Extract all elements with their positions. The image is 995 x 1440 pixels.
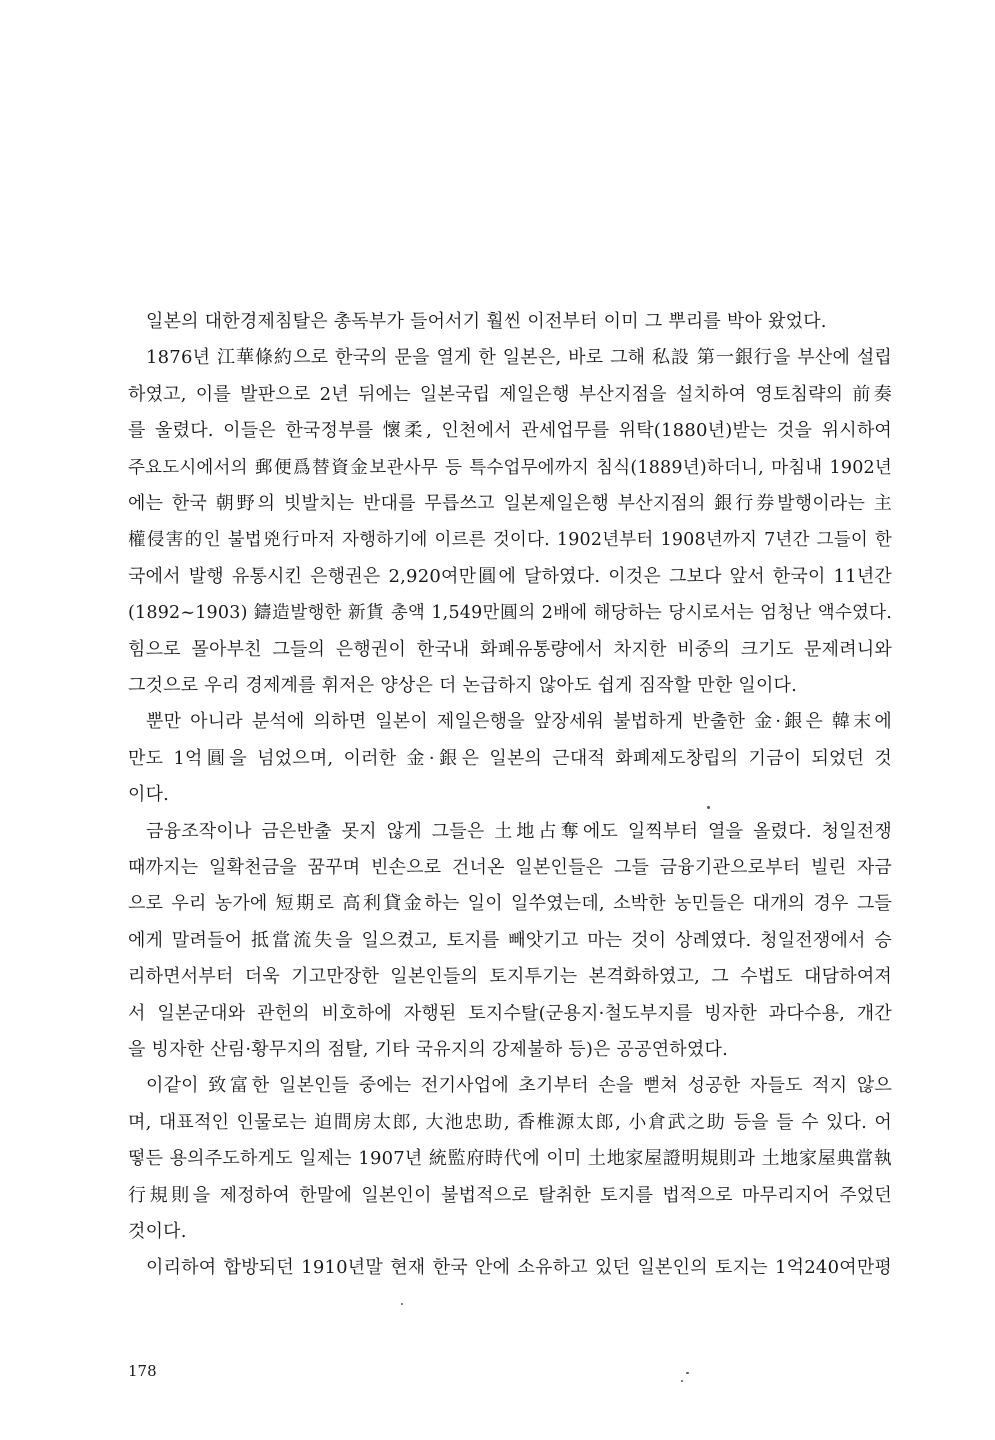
text-line: 것이다. [128, 1221, 187, 1242]
text-line: 힘으로 몰아부친 그들의 은행권이 한국내 화폐유통량에서 차지한 비중의 크기도 문제려니와 [128, 639, 892, 660]
text-line: 금융조작이나 금은반출 못지 않게 그들은 土地占奪에도 일찍부터 열을 올렸다. 청일전쟁 [146, 821, 892, 842]
text-line: 떻든 용의주도하게도 일제는 1907년 統監府時代에 이미 土地家屋證明規則과 土地家屋典當執 [128, 1148, 892, 1169]
text-line: 이같이 致富한 일본인들 중에는 전기사업에 초기부터 손을 뻗쳐 성공한 자들도 적지 않으 [146, 1075, 892, 1096]
text-line: 때까지는 일확천금을 꿈꾸며 빈손으로 건너온 일본인들은 그들 금융기관으로부터 빌린 자금 [128, 857, 892, 878]
text-line: 에게 말려들어 抵當流失을 일으켰고, 토지를 빼앗기고 마는 것이 상례였다. 청일전쟁에서 승 [128, 930, 892, 951]
text-line: 으로 우리 농가에 短期로 高利貸金하는 일이 일쑤였는데, 소박한 농민들은 대개의 경우 그들 [128, 893, 892, 914]
text-line: (1892~1903) 鑄造발행한 新貨 총액 1,549만圓의 2배에 해당하는 당시로서는 엄청난 액수였다. [128, 603, 892, 623]
text-line: 行規則을 제정하여 한말에 일본인이 불법적으로 탈취한 토지를 법적으로 마무리지어 주었던 [128, 1185, 892, 1206]
scan-speck [681, 1380, 683, 1382]
text-line: 일본의 대한경제침탈은 총독부가 들어서기 훨씬 이전부터 이미 그 뿌리를 박아 왔었다. [146, 311, 827, 332]
text-line: 하였고, 이를 발판으로 2년 뒤에는 일본국립 제일은행 부산지점을 설치하여 영토침략의 前奏 [128, 384, 892, 405]
scan-speck [401, 1303, 403, 1305]
text-line: 서 일본군대와 관헌의 비호하에 자행된 토지수탈(군용지·철도부지를 빙자한 과다수용, 개간 [128, 1003, 892, 1024]
text-line: 1876년 江華條約으로 한국의 문을 열게 한 일본은, 바로 그해 私設 第一銀行을 부산에 설립 [146, 347, 892, 368]
text-line: 뿐만 아니라 분석에 의하면 일본이 제일은행을 앞장세워 불법하게 반출한 金·銀은 韓末에 [146, 711, 892, 732]
text-line: 며, 대표적인 인물로는 迫間房太郎, 大池忠助, 香椎源太郎, 小倉武之助 등을 들 수 있다. 어 [128, 1112, 892, 1133]
text-line: 주요도시에서의 郵便爲替資金보관사무 등 특수업무에까지 침식(1889년)하더니, 마침내 1902년 [128, 458, 892, 478]
text-line: 국에서 발행 유통시킨 은행권은 2,920여만圓에 달하였다. 이것은 그보다 앞서 한국이 11년간 [128, 566, 892, 587]
scan-speck [707, 806, 710, 809]
page-number: 178 [128, 1362, 157, 1380]
text-line: 그것으로 우리 경제계를 휘저은 양상은 더 논급하지 않아도 쉽게 짐작할 만한 일이다. [128, 675, 798, 696]
text-line: 만도 1억圓을 넘었으며, 이러한 金·銀은 일본의 근대적 화폐제도창립의 기금이 되었던 것 [128, 748, 892, 769]
text-line: 리하면서부터 더욱 기고만장한 일본인들의 토지투기는 본격화하였고, 그 수법도 대담하여져 [128, 966, 892, 987]
text-line: 이다. [128, 784, 170, 805]
text-line: 를 울렸다. 이들은 한국정부를 懷柔, 인천에서 관세업무를 위탁(1880년)받는 것을 위시하여 [128, 420, 892, 441]
text-line: 을 빙자한 산림·황무지의 점탈, 기타 국유지의 강제불하 등)은 공공연하였다. [128, 1039, 728, 1060]
text-line: 權侵害的인 불법兇行마저 자행하기에 이르른 것이다. 1902년부터 1908년까지 7년간 그들이 한 [128, 530, 892, 550]
scan-speck [686, 1372, 689, 1374]
text-line: 에는 한국 朝野의 빗발치는 반대를 무릅쓰고 일본제일은행 부산지점의 銀行券발행이라는 主 [128, 493, 892, 514]
text-line: 이리하여 합방되던 1910년말 현재 한국 안에 소유하고 있던 일본인의 토지는 1억240여만평 [146, 1257, 892, 1278]
